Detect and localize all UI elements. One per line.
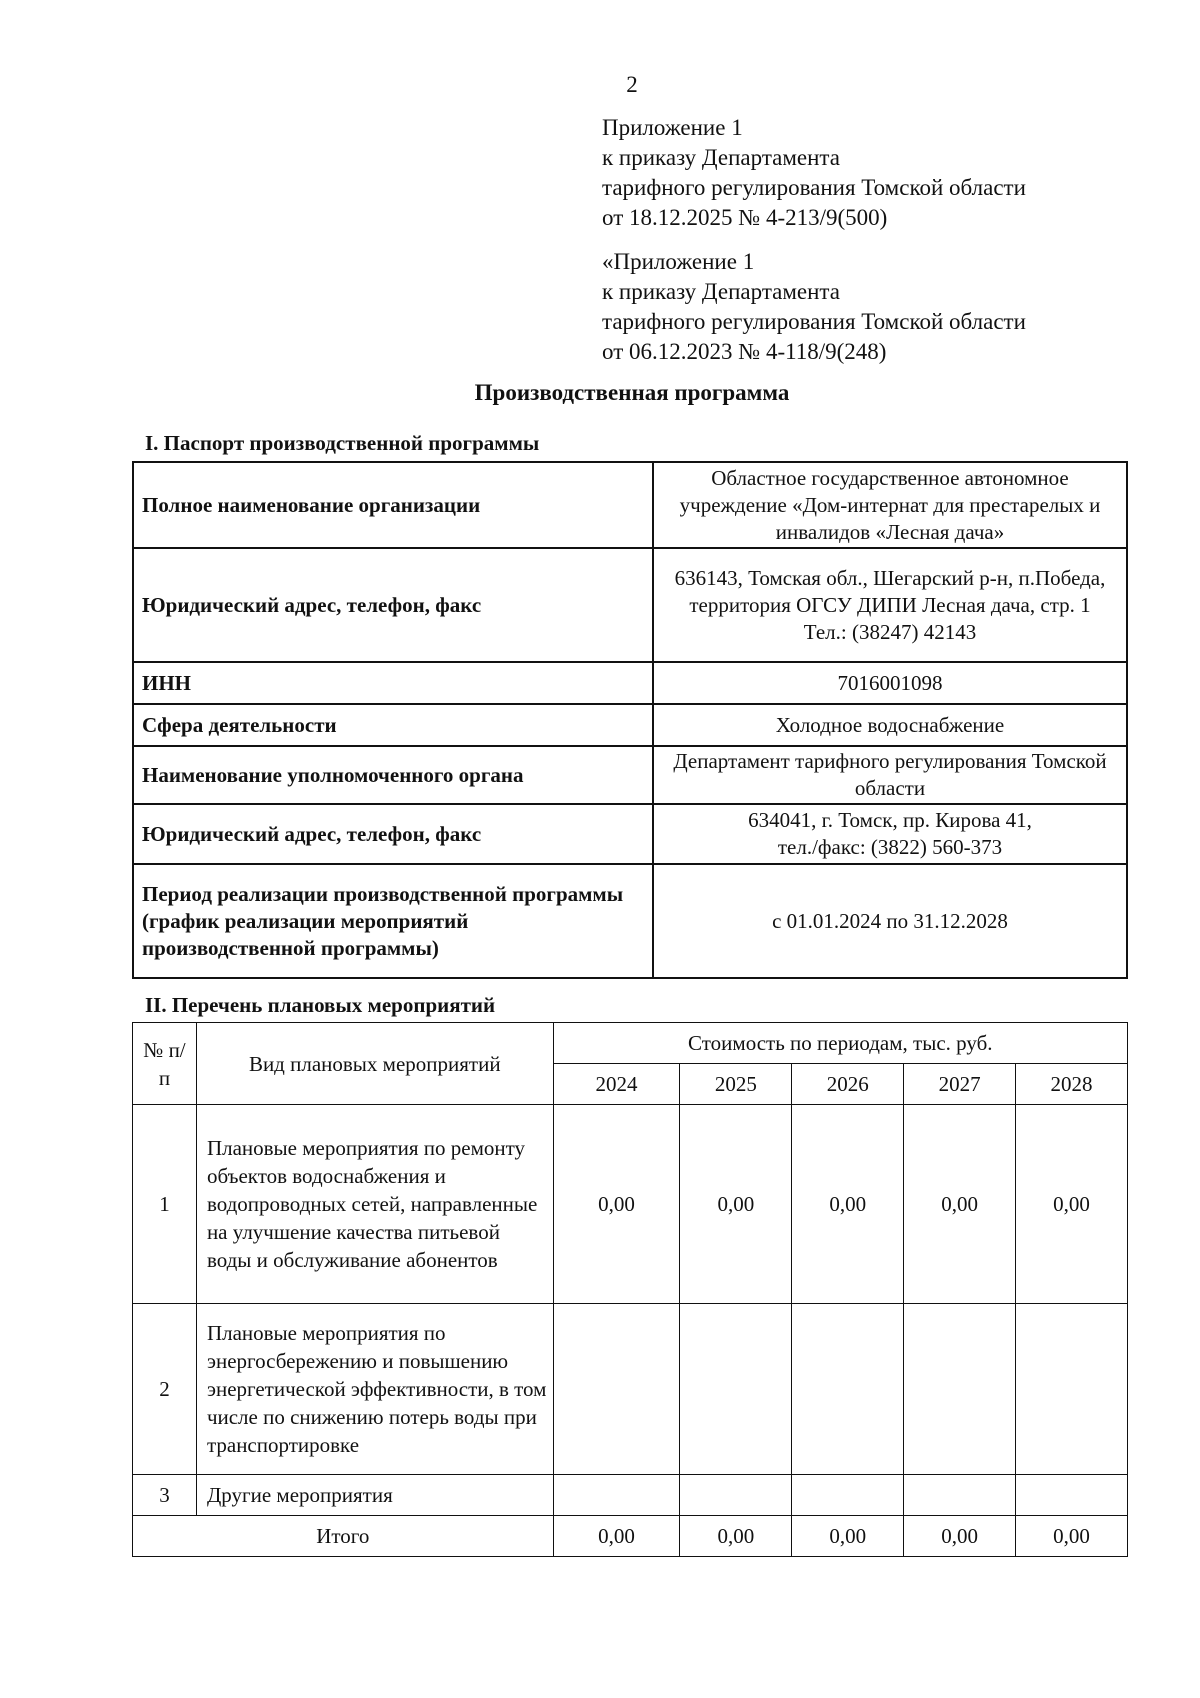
cost-cell: 0,00 xyxy=(1016,1105,1128,1304)
cost-cell xyxy=(792,1304,904,1475)
passport-value xyxy=(653,804,1127,864)
column-header-year: 2027 xyxy=(904,1064,1016,1105)
total-cell: 0,00 xyxy=(1016,1516,1128,1557)
total-row xyxy=(133,1516,1128,1557)
passport-label: ИНН xyxy=(133,662,653,704)
passport-value: Холодное водоснабжение xyxy=(653,704,1127,746)
appendix-line: тарифного регулирования Томской области xyxy=(602,309,1026,334)
passport-value-address: 636143, Томская обл., Шегарский р-н, п.Победа, территория ОГСУ ДИПИ Лесная дача, стр. 1 xyxy=(674,565,1106,617)
passport-value-phone: тел./факс: (3822) 560-373 xyxy=(777,835,1003,859)
cost-cell xyxy=(680,1304,792,1475)
document-title: Производственная программа xyxy=(474,380,790,405)
passport-value xyxy=(653,548,1127,662)
passport-row xyxy=(133,864,1127,978)
cost-cell xyxy=(1016,1475,1128,1516)
appendix-line: к приказу Департамента xyxy=(602,145,840,170)
passport-value: Департамент тарифного регулирования Томской области xyxy=(653,746,1127,804)
cost-cell: 0,00 xyxy=(553,1105,680,1304)
measure-name: Плановые мероприятия по энергосбережению и повышению энергетической эффективности, в том числе по снижению потерь воды при транспортировке xyxy=(196,1304,553,1475)
cost-cell: 0,00 xyxy=(792,1105,904,1304)
passport-row xyxy=(133,662,1127,704)
row-number: 2 xyxy=(133,1304,197,1475)
measure-name: Плановые мероприятия по ремонту объектов водоснабжения и водопроводных сетей, направленные на улучшение качества питьевой воды и обслуживание абонентов xyxy=(196,1105,553,1304)
column-header-year: 2025 xyxy=(680,1064,792,1105)
passport-value-address: 634041, г. Томск, пр. Кирова 41, xyxy=(748,808,1032,832)
passport-row xyxy=(133,704,1127,746)
passport-label: Юридический адрес, телефон, факс xyxy=(133,548,653,662)
total-cell: 0,00 xyxy=(553,1516,680,1557)
total-label: Итого xyxy=(133,1516,554,1557)
passport-value: с 01.01.2024 по 31.12.2028 xyxy=(653,864,1127,978)
table-row xyxy=(133,1105,1128,1304)
passport-value: Областное государственное автономное учреждение «Дом-интернат для престарелых и инвалидов «Лесная дача» xyxy=(653,462,1127,548)
passport-label: Сфера деятельности xyxy=(133,704,653,746)
column-header-year: 2026 xyxy=(792,1064,904,1105)
total-cell: 0,00 xyxy=(680,1516,792,1557)
passport-row xyxy=(133,548,1127,662)
column-header-measure: Вид плановых мероприятий xyxy=(196,1023,553,1105)
passport-table xyxy=(132,461,1128,979)
column-header-year: 2028 xyxy=(1016,1064,1128,1105)
section-2-heading: II. Перечень плановых мероприятий xyxy=(145,993,496,1017)
passport-label: Наименование уполномоченного органа xyxy=(133,746,653,804)
passport-row xyxy=(133,462,1127,548)
cost-cell: 0,00 xyxy=(680,1105,792,1304)
appendix-line: от 18.12.2025 № 4-213/9(500) xyxy=(602,205,888,230)
total-cell: 0,00 xyxy=(904,1516,1016,1557)
table-row xyxy=(133,1475,1128,1516)
appendix-line: от 06.12.2023 № 4-118/9(248) xyxy=(602,339,887,364)
passport-row xyxy=(133,804,1127,864)
column-header-year: 2024 xyxy=(553,1064,680,1105)
cost-cell xyxy=(553,1304,680,1475)
cost-cell: 0,00 xyxy=(904,1105,1016,1304)
table-header-row xyxy=(133,1023,1128,1064)
section-1-heading: I. Паспорт производственной программы xyxy=(145,431,540,455)
appendix-block-current xyxy=(602,113,1162,233)
passport-label: Полное наименование организации xyxy=(133,462,653,548)
row-number: 1 xyxy=(133,1105,197,1304)
measures-table xyxy=(132,1022,1128,1557)
appendix-line: тарифного регулирования Томской области xyxy=(602,175,1026,200)
appendix-line: Приложение 1 xyxy=(602,115,743,140)
cost-cell xyxy=(904,1304,1016,1475)
cost-cell xyxy=(792,1475,904,1516)
cost-cell xyxy=(680,1475,792,1516)
column-header-number: № п/п xyxy=(133,1023,197,1105)
total-cell: 0,00 xyxy=(792,1516,904,1557)
table-row xyxy=(133,1304,1128,1475)
appendix-line: к приказу Департамента xyxy=(602,279,840,304)
passport-value: 7016001098 xyxy=(653,662,1127,704)
cost-cell xyxy=(553,1475,680,1516)
passport-label: Юридический адрес, телефон, факс xyxy=(133,804,653,864)
passport-label: Период реализации производственной программы (график реализации мероприятий производственной программы) xyxy=(133,864,653,978)
passport-value-phone: Тел.: (38247) 42143 xyxy=(803,619,977,644)
appendix-line: «Приложение 1 xyxy=(602,249,755,274)
column-header-cost: Стоимость по периодам, тыс. руб. xyxy=(553,1023,1127,1064)
passport-row xyxy=(133,746,1127,804)
cost-cell xyxy=(1016,1304,1128,1475)
measure-name: Другие мероприятия xyxy=(196,1475,553,1516)
cost-cell xyxy=(904,1475,1016,1516)
row-number: 3 xyxy=(133,1475,197,1516)
page-number: 2 xyxy=(626,72,638,97)
appendix-block-previous xyxy=(602,247,1162,367)
